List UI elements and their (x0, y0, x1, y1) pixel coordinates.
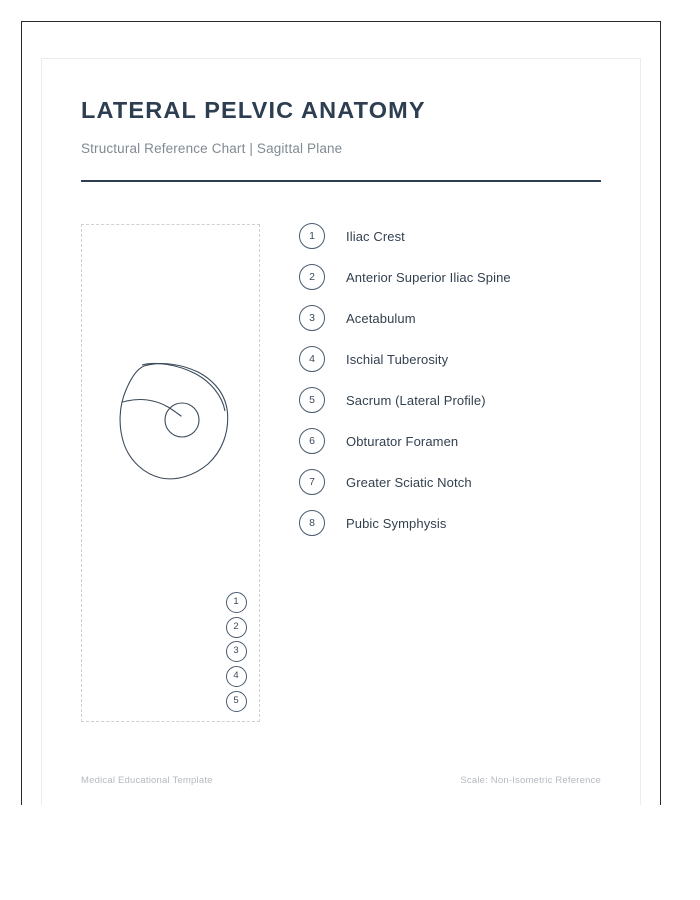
legend-badge-2 (299, 264, 325, 290)
footer-right-text: Scale: Non-Isometric Reference (460, 775, 601, 786)
legend-badge-4 (299, 346, 325, 372)
legend-item-3[interactable] (299, 305, 416, 331)
pelvis-outline (148, 364, 227, 413)
pelvis-outline-path (142, 363, 225, 411)
legend-label: Obturator Foramen (346, 433, 459, 449)
legend-label: Anterior Superior Iliac Spine (346, 269, 511, 285)
legend-item-6[interactable] (299, 428, 458, 454)
legend-label: Pubic Symphysis (346, 515, 447, 531)
diagram-marker-number: 4 (233, 670, 239, 682)
legend-badge-number: 7 (309, 475, 315, 488)
legend-item-5[interactable] (299, 387, 486, 413)
footer-left-text: Medical Educational Template (81, 775, 213, 786)
diagram-marker-3[interactable] (226, 641, 247, 662)
legend-label: Iliac Crest (346, 228, 405, 244)
legend-badge-number: 5 (309, 393, 315, 406)
legend-item-2[interactable] (299, 264, 511, 290)
legend-label: Acetabulum (346, 310, 416, 326)
legend-label: Ischial Tuberosity (346, 351, 449, 367)
legend-item-7[interactable] (299, 469, 472, 495)
diagram-marker-2[interactable] (226, 617, 247, 638)
diagram-marker-number: 3 (233, 645, 239, 657)
legend-badge-number: 1 (309, 229, 315, 242)
sciatic-notch-curve (123, 400, 181, 416)
diagram-marker-1[interactable] (226, 592, 247, 613)
legend-item-8[interactable] (299, 510, 446, 536)
legend-badge-5 (299, 387, 325, 413)
diagram-marker-number: 5 (233, 695, 239, 707)
legend-badge-number: 8 (309, 516, 315, 529)
legend-item-1[interactable] (299, 223, 405, 249)
diagram-marker-5[interactable] (226, 691, 247, 712)
legend-badge-number: 4 (309, 352, 315, 365)
legend-badge-1 (299, 223, 325, 249)
legend-badge-7 (299, 469, 325, 495)
header-divider (81, 180, 601, 182)
page-subtitle: Structural Reference Chart | Sagittal Plane (81, 141, 343, 156)
diagram-marker-number: 2 (233, 621, 239, 633)
legend-badge-number: 6 (309, 434, 315, 447)
legend-badge-3 (299, 305, 325, 331)
legend-badge-number: 3 (309, 311, 315, 324)
diagram-marker-number: 1 (233, 596, 239, 608)
legend-badge-8 (299, 510, 325, 536)
pelvis-main-outline (120, 364, 228, 479)
legend-badge-6 (299, 428, 325, 454)
legend-label: Greater Sciatic Notch (346, 474, 472, 490)
diagram-marker-4[interactable] (226, 666, 247, 687)
page-title: LATERAL PELVIC ANATOMY (81, 97, 426, 123)
legend-item-4[interactable] (299, 346, 448, 372)
legend-label: Sacrum (Lateral Profile) (346, 392, 486, 408)
legend-badge-number: 2 (309, 270, 315, 283)
